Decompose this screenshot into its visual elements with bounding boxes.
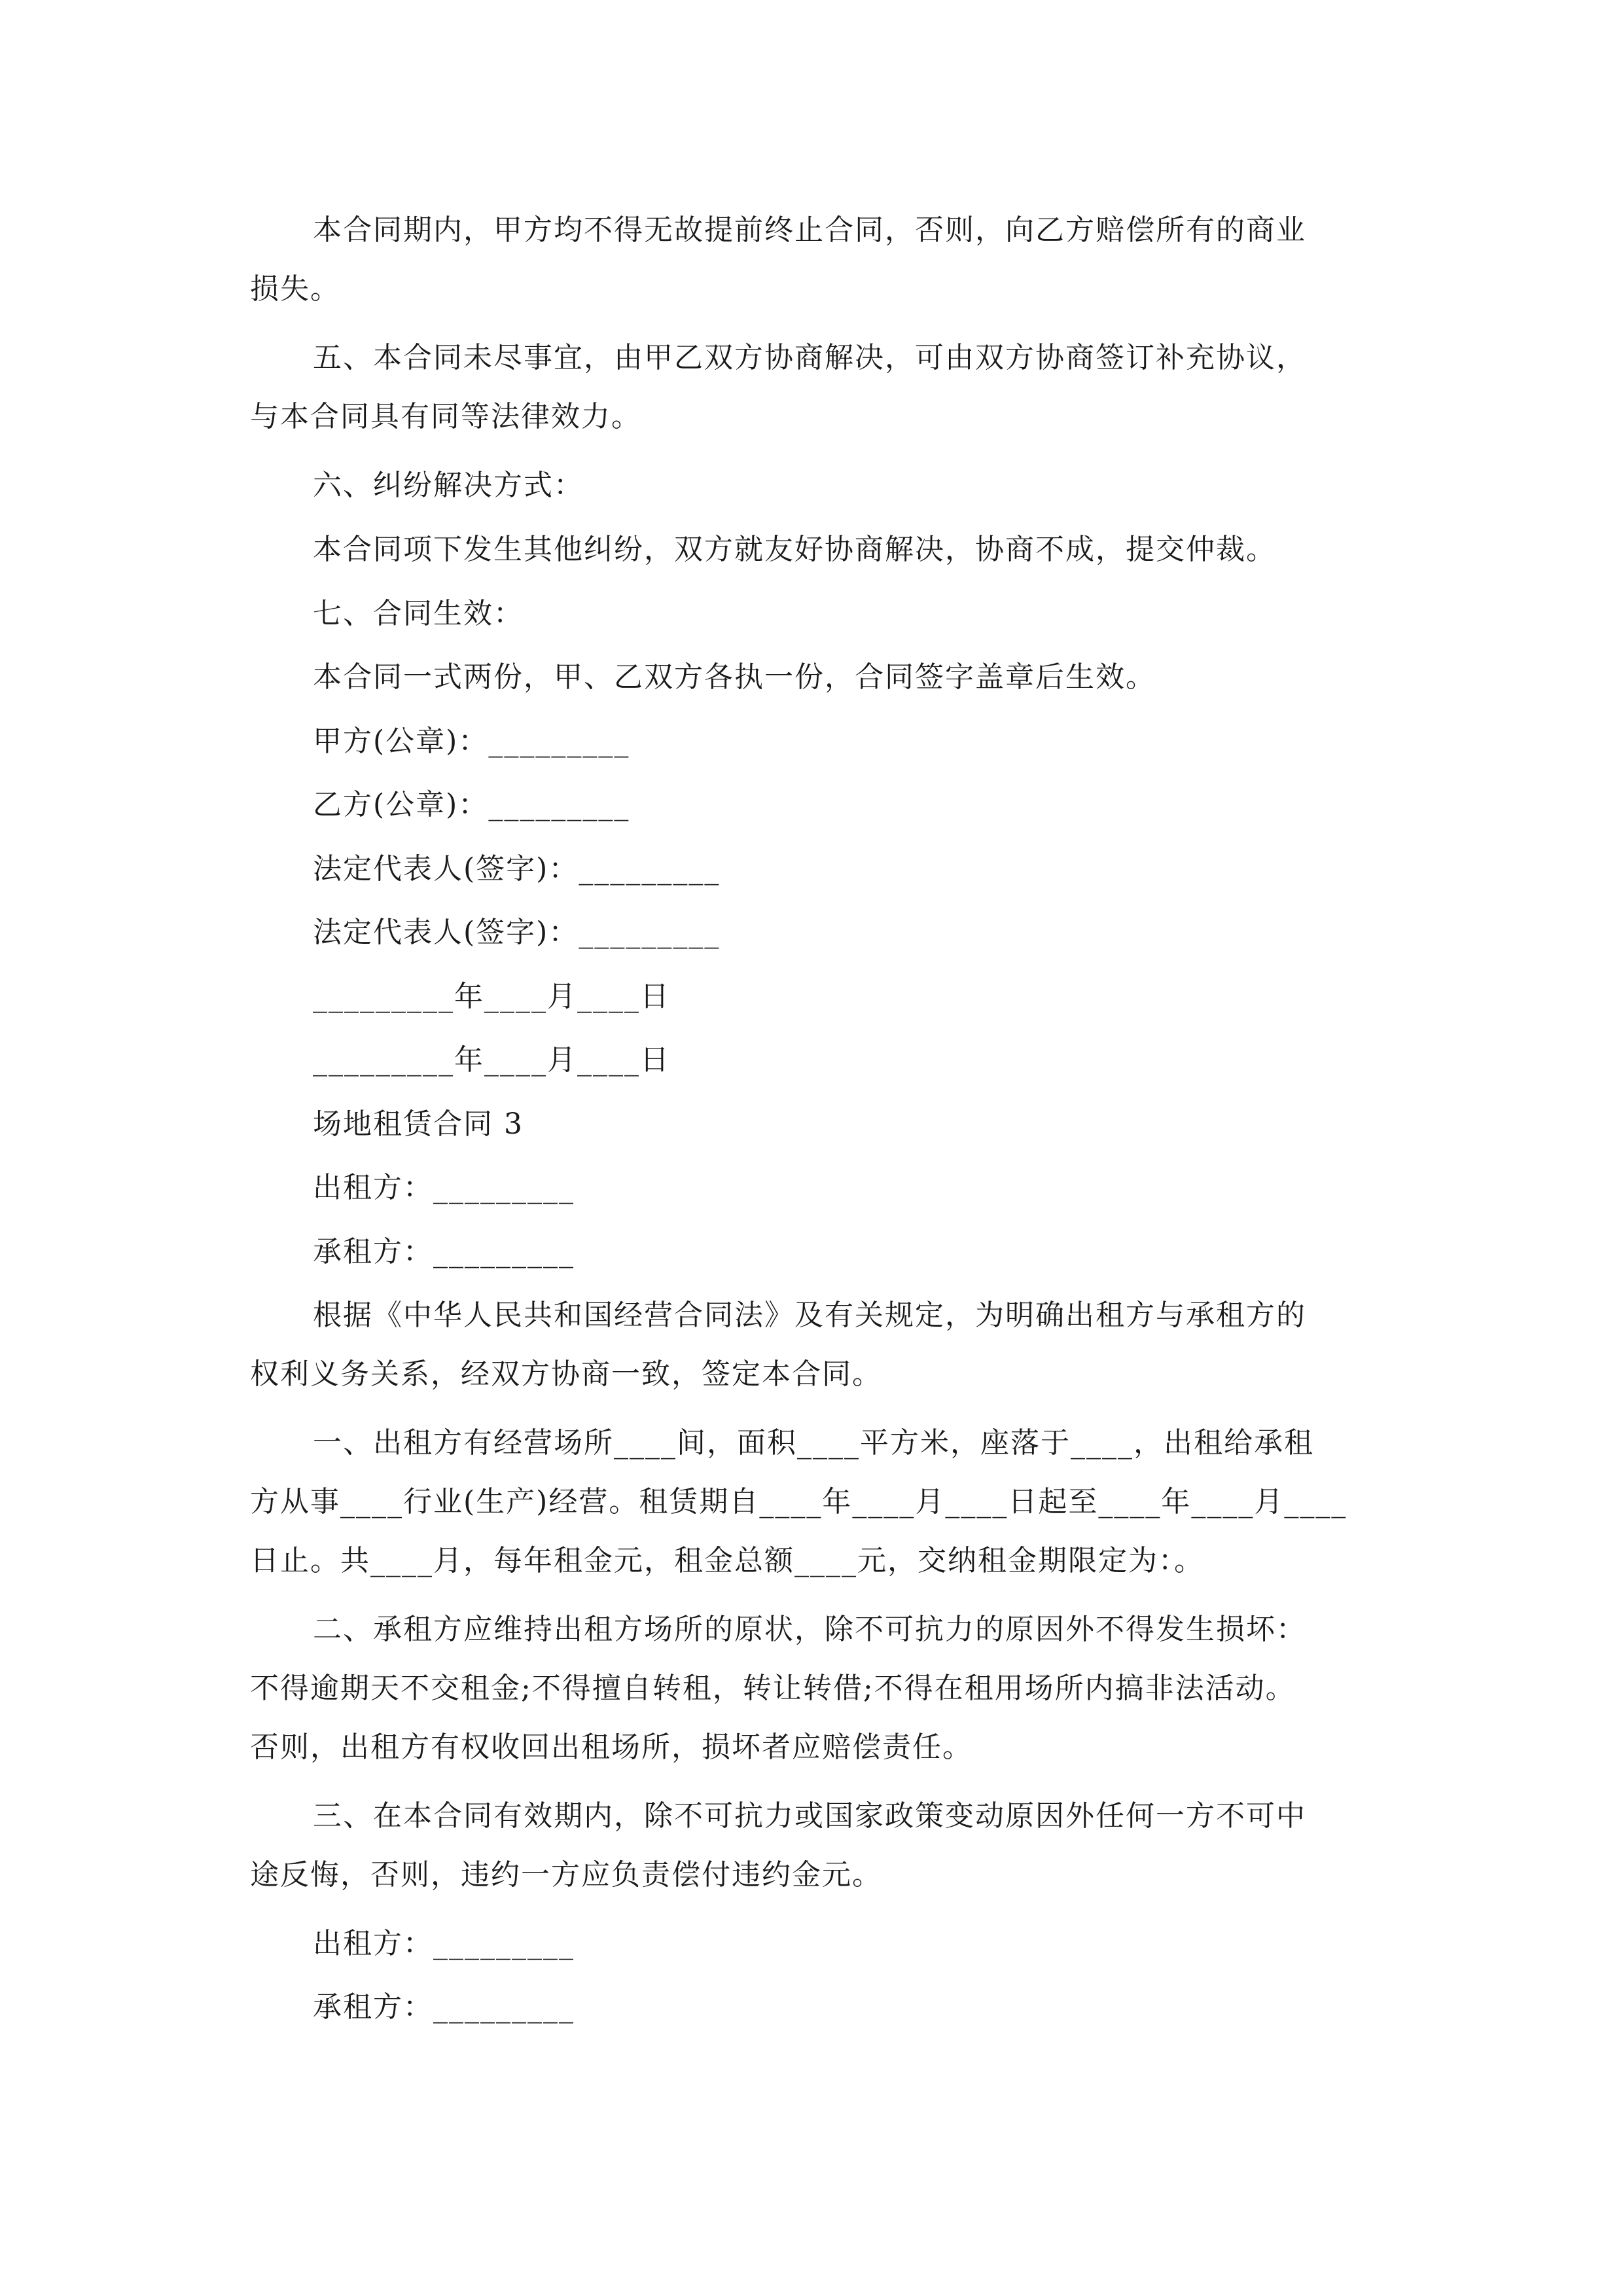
paragraph-line: 五、本合同未尽事宜，由甲乙双方协商解决，可由双方协商签订补充协议， [313,341,1306,374]
contract-title: 场地租赁合同 3 [313,1107,524,1141]
lessor-line: 出租方：_________ [313,1171,575,1204]
signature-line-representative: 法定代表人(签字)：_________ [313,916,721,949]
paragraph-line: 日止。共____月，每年租金元，租金总额____元，交纳租金期限定为：。 [250,1544,1204,1577]
paragraph-line: 权利义务关系，经双方协商一致，签定本合同。 [250,1357,882,1391]
paragraph-line: 否则，出租方有权收回出租场所，损坏者应赔偿责任。 [250,1731,972,1764]
signature-line-party-b: 乙方(公章)：_________ [313,788,630,821]
paragraph-line: 不得逾期天不交租金;不得擅自转租，转让转借;不得在租用场所内搞非法活动。 [250,1672,1296,1705]
date-line: _________年____月____日 [313,980,670,1013]
date-line: _________年____月____日 [313,1043,670,1077]
paragraph-line: 方从事____行业(生产)经营。租赁期自____年____月____日起至____年____月____ [250,1485,1347,1518]
paragraph-line: 损失。 [250,272,340,306]
paragraph-line: 二、承租方应维持出租方场所的原状，除不可抗力的原因外不得发生损坏： [313,1613,1306,1646]
paragraph-line: 与本合同具有同等法律效力。 [250,400,641,433]
signature-line-representative: 法定代表人(签字)：_________ [313,852,721,886]
signature-line-party-a: 甲方(公章)：_________ [313,725,630,758]
paragraph-line: 本合同期内，甲方均不得无故提前终止合同，否则，向乙方赔偿所有的商业 [313,213,1306,247]
paragraph-line: 根据《中华人民共和国经营合同法》及有关规定，为明确出租方与承租方的 [313,1299,1306,1332]
lessor-line: 出租方：_________ [313,1927,575,1960]
section-heading: 七、合同生效： [313,597,524,630]
paragraph-line: 三、在本合同有效期内，除不可抗力或国家政策变动原因外任何一方不可中 [313,1799,1306,1833]
paragraph-line: 一、出租方有经营场所____间，面积____平方米，座落于____，出租给承租 [313,1426,1314,1460]
paragraph-line: 途反悔，否则，违约一方应负责偿付违约金元。 [250,1858,882,1892]
lessee-line: 承租方：_________ [313,1990,575,2024]
lessee-line: 承租方：_________ [313,1235,575,1268]
paragraph-line: 本合同项下发生其他纠纷，双方就友好协商解决，协商不成，提交仲裁。 [313,533,1276,566]
paragraph-line: 本合同一式两份，甲、乙双方各执一份，合同签字盖章后生效。 [313,660,1156,694]
section-heading: 六、纠纷解决方式： [313,469,584,502]
